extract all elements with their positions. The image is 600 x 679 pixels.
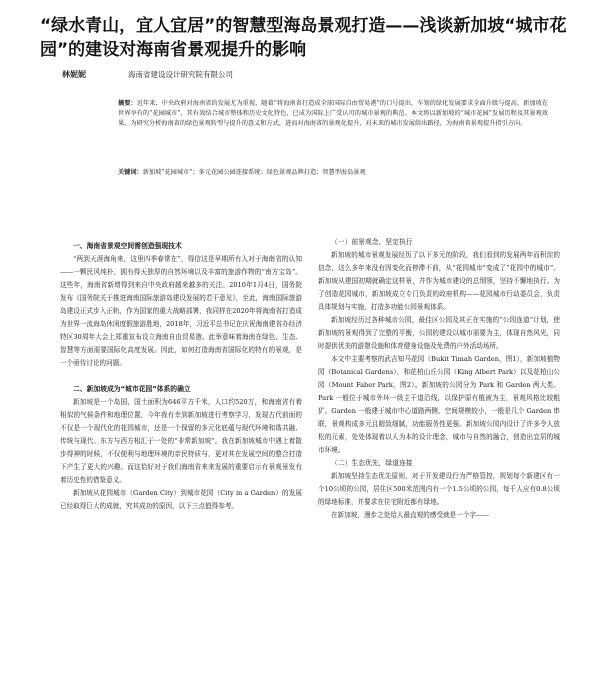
subsection-2-paragraph: 在新加坡，漫步之处给人最直观的感受就是一个字——: [331, 511, 490, 519]
right-column: [318, 236, 560, 522]
author-name: 林妮妮: [62, 70, 86, 79]
section-2-paragraph: 新加坡是一个岛国，国土面积为646平方千米，人口约520万，和海南省有着相似的气候条件和地理位置，今年我有幸到新加坡进行考察学习，发现古代前面的不仅是一个现代化的花园城市，还是一个保留的多元化底蕴与现代环境和谐共融、传统与现代、东方与西方相汇于一处的“非常新加坡”。我在新加坡城市中遇上着散步得神的时候，不仅便利与地理环境的亲民特质与，更对其在发展空间的整合打造下产生了更大的兴趣。而这恰好对于我们海南省来来发展的重要启示有景观景发有着历史性的借鉴意义。: [60, 398, 302, 484]
keywords: [118, 168, 548, 178]
section-1-heading: 一、海南省景观空间需创造强现技术: [73, 242, 182, 250]
subsection-1-heading: （一）前景观念，坚定执行: [331, 238, 413, 246]
subsection-2-paragraph: 新加坡坚持生态优先原则，对于开发建设行为严格管控，规划每个新建区有一个10公顷的公园，居住区500米范围内有一个1.5公顷的公园，每千人应有0.8公顷的绿地标准，并要求在住宅附近都有绿地。: [318, 472, 560, 506]
abstract-label: 摘要：: [118, 100, 137, 107]
left-column: [60, 240, 302, 513]
abstract-text: 近年来，中央政府对海南省的发展尤为重视，随着“将海南省打造成全球国际自由贸易港”的口号提出，车划的绿化发展要求全面升级与提高。新加坡在世界享有的“花园城市”，其有效结合城市整体和历史文化特色，已成为国际上广受认可的城市景观的典范。本文将以新加坡的“城市花园”发展历程及其景观效果，为研究分析海南省的绿色景观转型与提升的意义和方式，进而对海南省的景观化提升，对未来的城市发展给出路径，为海南省景观提升指引方向。: [118, 100, 549, 127]
author-block: [62, 70, 562, 80]
author-affiliation: 海南省建设设计研究院有限公司: [128, 70, 233, 79]
keywords-text: 新加坡“花园城市”；多元花园公园连接系统；绿色景观品牌打造；智慧型海岛景观: [142, 169, 366, 176]
abstract: [118, 99, 548, 129]
section-2-heading: 二、新加坡成为“城市花园”体系的确立: [73, 385, 191, 393]
subsection-1-paragraph: 新加坡经历过各种城市公园，最佳区公园及其正在实施的“公园连道”计划，使新加坡的景观得到了完整的平衡，公园的建设以城市需要为主，体现自然风光，同时提供优美的游憩设施和体育健身设施及免费的户外活动场所。: [318, 316, 560, 350]
subsection-1-paragraph: 本文中主要考察的武吉知马花园（Bukit Timah Garden，图1），新加坡植物园（Botanical Gardens），和花柏山丘公园（King Albert Park）以及花柏山公园（Mount Faber Park，图2）。新加坡的公园分为 Park 和 Garden 两大类。Park 一般位于城市外环一级主干道沿线，以保护原有植被为主，景观风格比较粗犷。Garden 一般建于城市中心道路两侧，空间规模较小，一般是几个 Garden 串联，景观构成多元且精致细腻，功能服务性更强。新加坡公园内设计了许多令人放松的元素，处处体现着以人为本的设计理念，城市与自然的融合，创造出宜居的城市环境。: [318, 355, 560, 454]
article-title: “绿水青山，宜人宜居”的智慧型海岛景观打造——浅谈新加坡“城市花园”的建设对海南省景观提升的影响: [40, 16, 567, 60]
section-1-paragraph: “两到天涯海角来，这里四季春常在”，得信这是早期所有人对于海南省的认知——一颗民风纯朴，拥有得天独厚的自然环境以及丰富的旅游作物的“南方宝岛”。这些年，海南省新增得到来自中央政府越来越多的关注。2010年1月4日，国务院发布《国务院关于推进海南国际旅游岛建设发展的若干意见》，至此，海南国际旅游岛建设正式步入正轨，作为国家的重大战略部署，我同样在2020年将海南省打造成为世界一流海岛休闲度假旅游胜地，2018年，习近平总书记在庆祝海南建省办经济特区30周年大会上郑重宣布设立海南自由贸易港。此举意味着海南在绿色、生态、智慧等方面需要国际化高度发展。因此，如何打造海南省国际化的特有的景观，是一个亟待讨论的问题。: [60, 255, 302, 367]
subsection-1-paragraph: 新加坡的城市景观发展经历了以下多元的阶段，我们看到的发展两年而积淀的信念，这么多年来没有因变化而停滞不前，从“花园城市”变成了“花园中的城市”。新加坡从建国初期就确定这样景，并作为城市建设的总纲领，坚持不懈地执行。为了创造花园城市，新加坡成立专门负责的政府机构——花园城市行动委员会，负责具体规划与实施，打造多功能公园景观体系。: [318, 251, 560, 311]
subsection-2-heading: （二）生态优先，绿道连接: [331, 459, 413, 467]
section-2-paragraph: 新加坡从花园城市（Garden City）到城市花园（City in a Garden）的发展已经取得巨大的成就，究其成功的原因，以下三点值得参考。: [60, 489, 302, 510]
keywords-label: 关键词：: [118, 169, 143, 176]
